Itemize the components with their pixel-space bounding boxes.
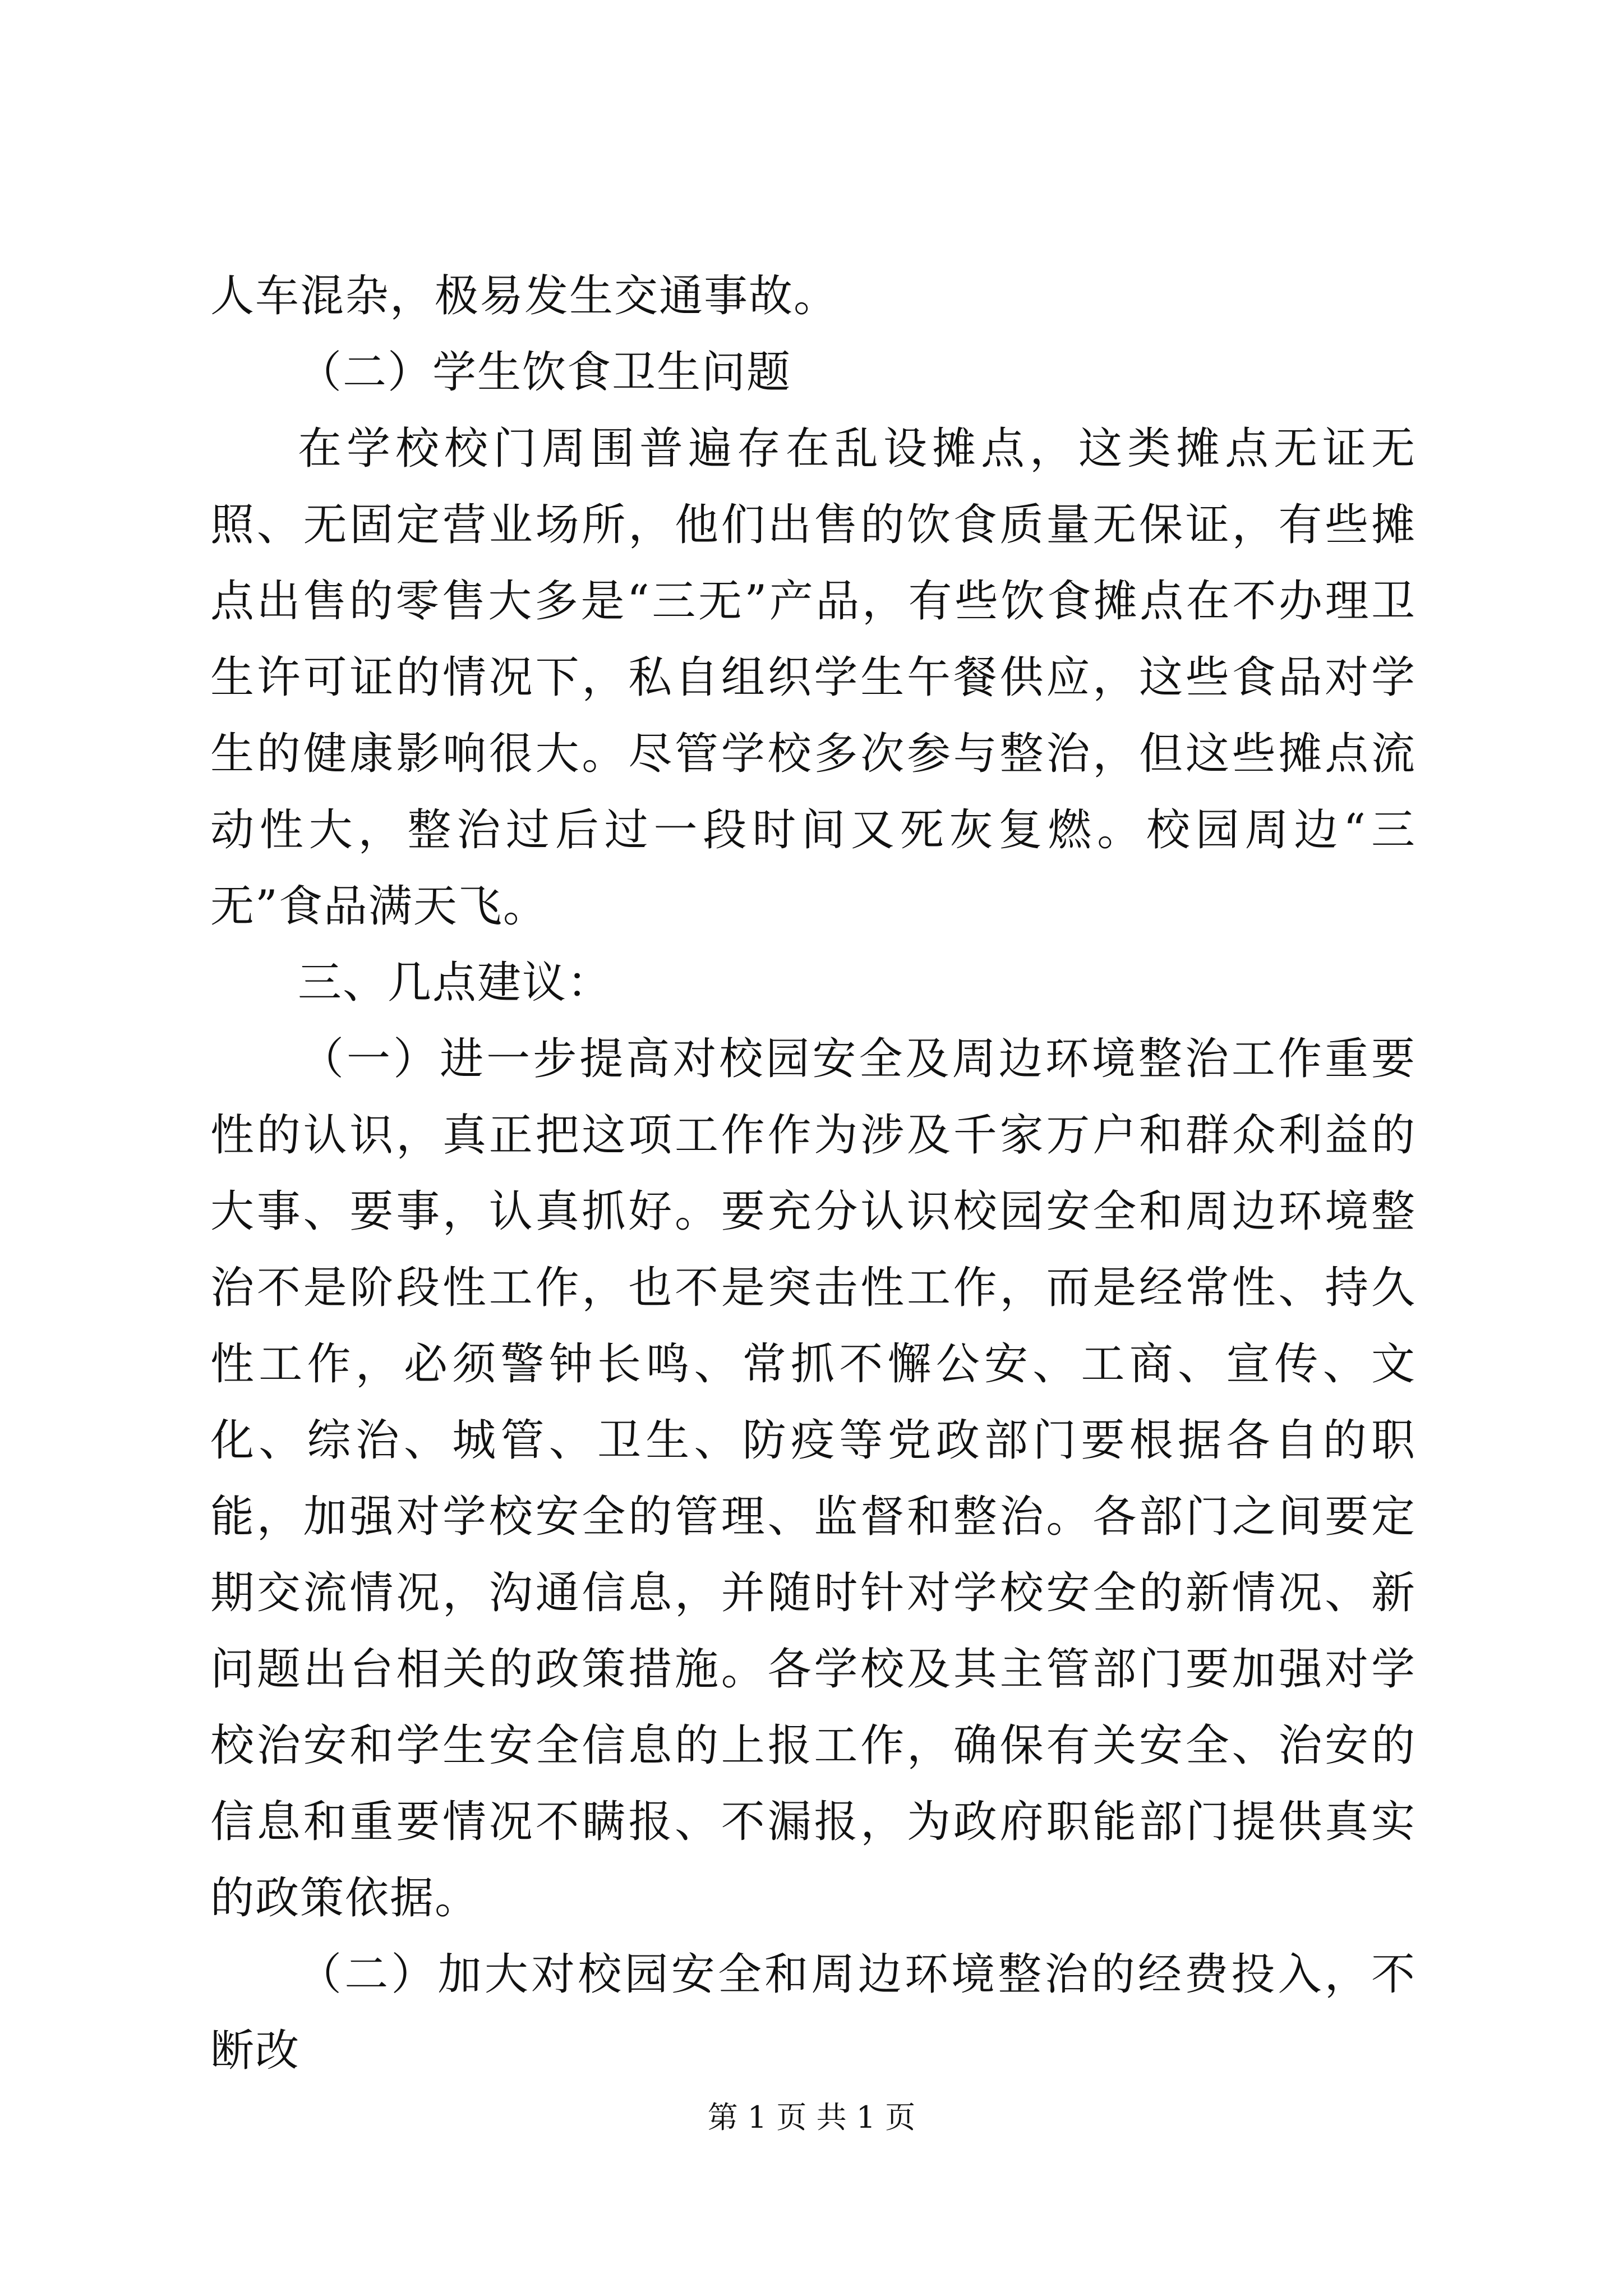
- paragraph-suggestion-one: （一）进一步提高对校园安全及周边环境整治工作重要性的认识，真正把这项工作作为涉及千家万户和群众利益的大事、要事，认真抓好。要充分认识校园安全和周边环境整治不是阶段性工作，也不是突击性工作，而是经常性、持久性工作，必须警钟长鸣、常抓不懈公安、工商、宣传、文化、综治、城管、卫生、防疫等党政部门要根据各自的职能，加强对学校安全的管理、监督和整治。各部门之间要定期交流情况，沟通信息，并随时针对学校安全的新情况、新问题出台相关的政策措施。各学校及其主管部门要加强对学校治安和学生安全信息的上报工作，确保有关安全、治安的信息和重要情况不瞒报、不漏报，为政府职能部门提供真实的政策依据。: [210, 1034, 1416, 1924]
- paragraph-food-hygiene: 在学校校门周围普遍存在乱设摊点，这类摊点无证无照、无固定营业场所，他们出售的饮食质量无保证，有些摊点出售的零售大多是“三无”产品，有些饮食摊点在不办理卫生许可证的情况下，私自组织学生午餐供应，这些食品对学生的健康影响很大。尽管学校多次参与整治，但这些摊点流动性大，整治过后过一段时间又死灰复燃。校园周边“三无”食品满天飞。: [210, 424, 1416, 932]
- section-heading-food-hygiene: （二）学生饮食卫生问题: [298, 347, 792, 398]
- paragraph-traffic-ending: 人车混杂，极易发生交通事故。: [210, 271, 839, 321]
- paragraph-suggestion-two: （二）加大对校园安全和周边环境整治的经费投入，不断改: [210, 1949, 1416, 2076]
- document-body: [210, 258, 1416, 2089]
- page-footer: 第 1 页 共 1 页: [707, 2100, 916, 2135]
- section-heading-suggestions: 三、几点建议：: [298, 958, 612, 1008]
